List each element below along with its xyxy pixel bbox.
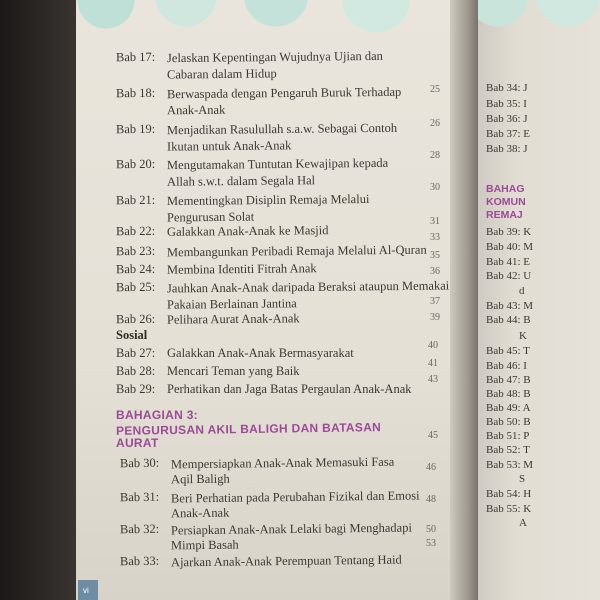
toc-entry-number: Bab 22: xyxy=(115,223,156,239)
toc-entry-number: Bab 23: xyxy=(115,243,156,259)
toc-entry-number: Bab 31: xyxy=(119,489,160,505)
toc-entry-page: 28 xyxy=(430,150,440,161)
toc-entry-number: Bab 29: xyxy=(116,382,156,396)
toc-entry-title-cont: Aqil Baligh xyxy=(170,471,230,487)
right-toc-entry: Bab 44: B xyxy=(486,314,531,326)
right-toc-entry: Bab 39: K xyxy=(486,226,532,238)
right-toc-entry: Bab 36: J xyxy=(486,113,528,125)
toc-entry-number: Bab 27: xyxy=(116,346,156,360)
toc-entry-title: Galakkan Anak-Anak Bermasyarakat xyxy=(167,346,354,360)
right-toc-entry: K xyxy=(519,330,527,342)
right-toc-entry: Bab 55: K xyxy=(486,503,532,515)
right-toc-entry: Bab 42: U xyxy=(486,270,532,282)
right-toc-entry: Bab 52: T xyxy=(486,444,530,456)
part-heading-page: 45 xyxy=(428,430,438,441)
toc-entry-title: Menjadikan Rasulullah s.a.w. Sebagai Contoh xyxy=(166,120,398,138)
toc-entry-title: Mengutamakan Tuntutan Kewajipan kepada xyxy=(166,155,389,173)
right-toc-entry: Bab 41: E xyxy=(486,256,530,268)
toc-entry-title-cont: Allah s.w.t. dalam Segala Hal xyxy=(166,173,316,189)
toc-entry-page: 46 xyxy=(426,462,436,473)
toc-entry-title: Jelaskan Kepentingan Wujudnya Ujian dan xyxy=(166,48,383,66)
toc-entry-number: Bab 18: xyxy=(115,85,156,101)
footer-page-number: vi xyxy=(83,586,89,595)
right-toc-entry: A xyxy=(519,517,527,529)
toc-entry-number: Bab 30: xyxy=(119,455,160,471)
right-part-heading: KOMUN xyxy=(486,196,526,208)
toc-entry-page: 36 xyxy=(430,266,440,277)
toc-entry-page: 41 xyxy=(428,358,438,369)
toc-entry-number: Bab 32: xyxy=(119,521,160,537)
toc-entry-page: 43 xyxy=(428,374,438,385)
toc-entry-number: Bab 17: xyxy=(115,49,156,65)
right-toc-entry: Bab 43: M xyxy=(486,300,534,312)
toc-entry-number: Bab 28: xyxy=(116,364,156,378)
toc-entry-title: Berwaspada dengan Pengaruh Buruk Terhadap xyxy=(166,84,402,102)
toc-entry-page: 48 xyxy=(426,494,436,505)
toc-entry-number: Bab 25: xyxy=(115,279,156,295)
toc-entry-title-cont: Mimpi Basah xyxy=(170,537,239,553)
toc-entry-title: Jauhkan Anak-Anak daripada Beraksi ataupun Memakai xyxy=(166,278,450,296)
toc-entry-title: Galakkan Anak-Anak ke Masjid xyxy=(166,223,329,239)
toc-entry-title: Mementingkan Disiplin Remaja Melalui xyxy=(166,191,370,209)
toc-entry-title-cont: Ikutan untuk Anak-Anak xyxy=(166,138,292,154)
right-toc-entry: Bab 51: P xyxy=(486,430,530,442)
part-heading-line3: AURAT xyxy=(116,436,159,450)
toc-entry-page: 39 xyxy=(430,312,440,323)
toc-entry-page: 37 xyxy=(430,296,440,307)
section-title-sosial: Sosial xyxy=(116,328,148,342)
toc-entry-title: Ajarkan Anak-Anak Perempuan Tentang Haid xyxy=(170,552,402,570)
toc-entry-title: Membina Identiti Fitrah Anak xyxy=(166,261,317,277)
part-heading-line1: BAHAGIAN 3: xyxy=(116,408,198,422)
toc-entry-title-cont: Cabaran dalam Hidup xyxy=(166,66,277,82)
toc-entry-number: Bab 24: xyxy=(115,261,156,277)
toc-entry-page: 30 xyxy=(430,182,440,193)
toc-entry-page: 26 xyxy=(430,118,440,129)
right-part-heading: BAHAG xyxy=(486,183,525,195)
right-toc-entry: Bab 45: T xyxy=(486,345,530,357)
right-toc-entry: Bab 35: I xyxy=(486,98,527,110)
toc-entry-title: Persiapkan Anak-Anak Lelaki bagi Menghadapi xyxy=(170,520,412,538)
toc-entry-title: Mempersiapkan Anak-Anak Memasuki Fasa xyxy=(170,454,395,472)
toc-entry-title-cont: Pengurusan Solat xyxy=(166,209,255,225)
right-toc-entry: Bab 47: B xyxy=(486,374,531,386)
toc-entry-number: Bab 19: xyxy=(115,121,156,137)
right-toc-entry: Bab 49: A xyxy=(486,402,531,414)
right-toc-entry: Bab 50: B xyxy=(486,416,531,428)
toc-entry-number: Bab 26: xyxy=(115,311,156,327)
footer-page-badge xyxy=(78,580,98,600)
toc-entry-number: Bab 20: xyxy=(115,156,156,172)
toc-entry-title: Mencari Teman yang Baik xyxy=(167,364,300,378)
right-part-heading: REMAJ xyxy=(486,209,523,221)
right-toc-entry: Bab 46: I xyxy=(486,360,527,372)
right-toc-entry: d xyxy=(519,285,525,297)
toc-entry-title: Pelihara Aurat Anak-Anak xyxy=(166,311,300,327)
right-toc-entry: Bab 48: B xyxy=(486,388,531,400)
toc-entry-page: 25 xyxy=(430,84,440,95)
toc-entry-number: Bab 33: xyxy=(119,553,160,569)
toc-entry-number: Bab 21: xyxy=(115,192,156,208)
toc-entry-title: Membangunkan Peribadi Remaja Melalui Al-Quran xyxy=(166,242,427,260)
toc-entry-page: 33 xyxy=(430,232,440,243)
toc-entry-page: 40 xyxy=(428,340,438,351)
right-toc-entry: Bab 53: M xyxy=(486,459,534,471)
right-toc-entry: Bab 34: J xyxy=(486,82,528,94)
toc-entry-title-cont: Anak-Anak xyxy=(170,505,230,521)
toc-entry-title: Beri Perhatian pada Perubahan Fizikal dan Emosi xyxy=(170,488,420,506)
part-heading-line2: PENGURUSAN AKIL BALIGH DAN BATASAN xyxy=(115,420,382,438)
right-toc-entry: Bab 37: E xyxy=(486,128,530,140)
right-toc-entry: Bab 38: J xyxy=(486,143,528,155)
toc-entry-title-cont: Anak-Anak xyxy=(166,102,226,118)
right-toc-entry: Bab 40: M xyxy=(486,241,534,253)
toc-entry-page: 35 xyxy=(430,250,440,261)
toc-entry-title: Perhatikan dan Jaga Batas Pergaulan Anak-Anak xyxy=(167,382,412,396)
toc-entry-page: 50 xyxy=(426,524,436,535)
right-toc-entry: S xyxy=(519,473,526,485)
right-toc-entry: Bab 54: H xyxy=(486,488,532,500)
toc-entry-page: 53 xyxy=(426,538,436,549)
toc-entry-title-cont: Pakaian Berlainan Jantina xyxy=(166,296,297,312)
toc-entry-page: 31 xyxy=(430,216,440,227)
